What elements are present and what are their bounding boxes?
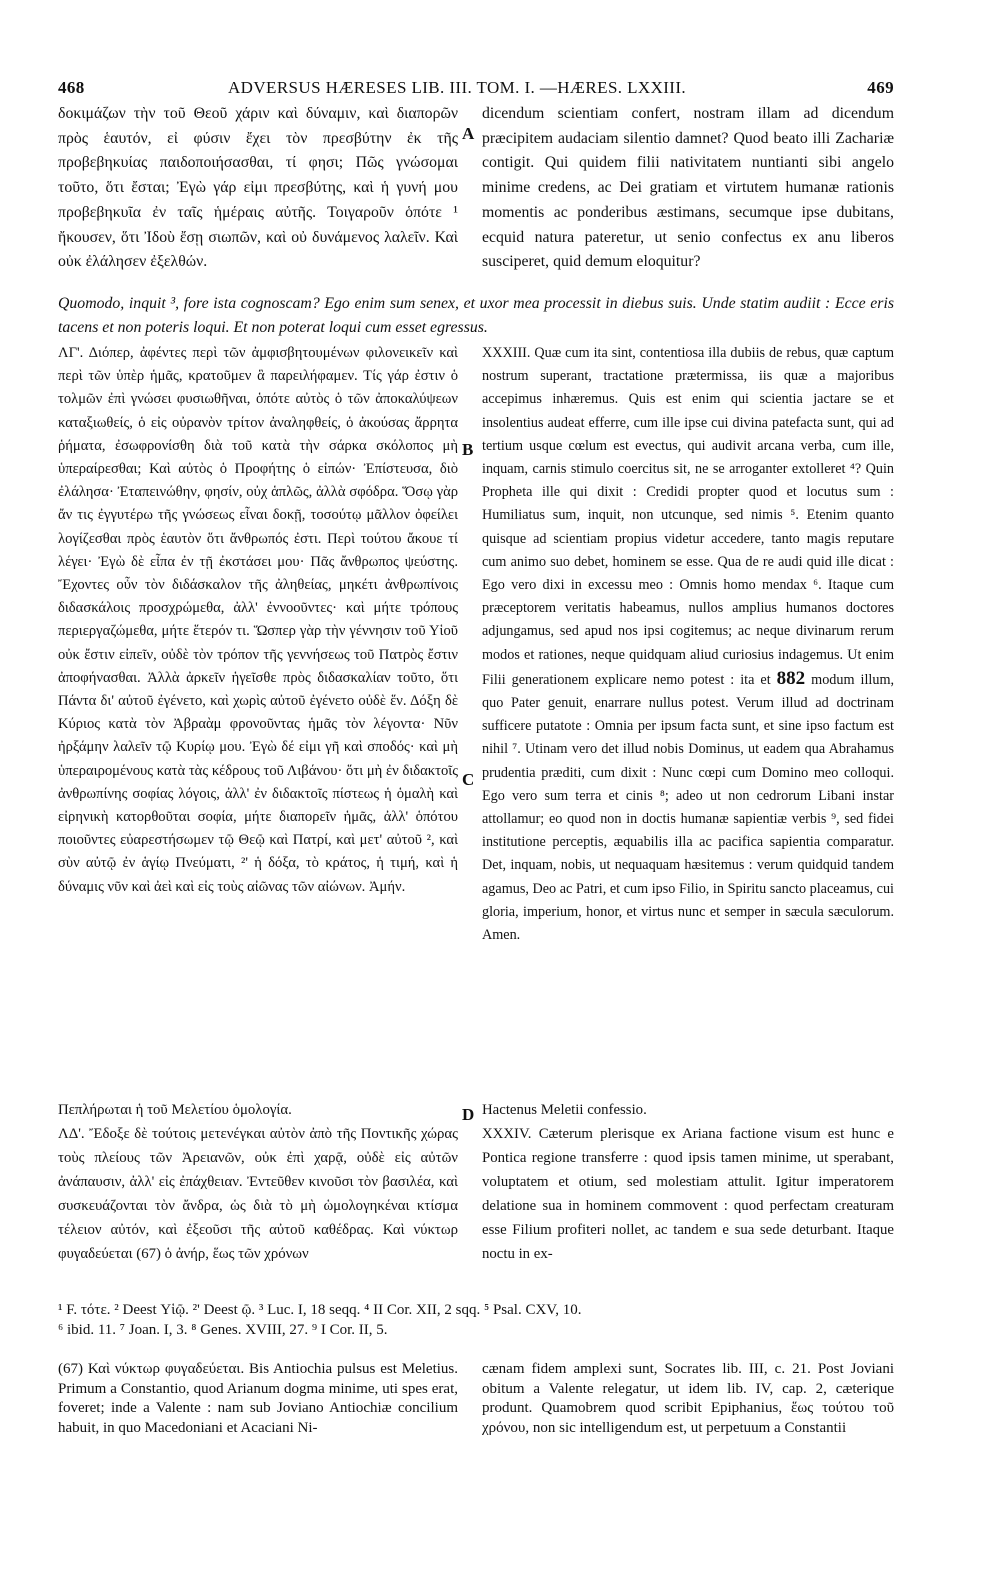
page-number-right: 469 [867,78,894,97]
commentary-left [58,1360,458,1438]
latin-paragraph-low: XXXIV. Cæterum plerisque ex Ariana factione visum est hunc e Pontica regione transferre : quod ipsis tamen minime, ut sperabant, voluptatem et otium, sed molestiam attulit. Igitur imperatorem delatione sua in hominem commovent : quod perfectam creaturam esse Filium profiteri nollet, ac tandem e sua sede deturbant. Itaque noctu in ex- [482,1126,894,1262]
footnotes [58,1300,894,1340]
latin-column-top [482,102,894,275]
commentary-right-text: cænam fidem amplexi sunt, Socrates lib. III, c. 21. Post Joviani obitum a Valente relegatur, ut idem lib. IV, cap. 2, cæterique produnt. Quamobrem quod scribit Epiphanius, ἕως τούτου τοῦ χρόνου, non sic intelligendum est, ut perpetuum a Constantii [482,1361,894,1436]
greek-column-middle [58,342,458,899]
latin-text-xxxiii: XXXIII. Quæ cum ita sint, contentiosa illa dubiis de rebus, quæ captum nostrum superant, tractatione prætermissa, iis quæ a majoribus accepimus inhæremus. Quis est enim qui scientia jactare se et insolentius audeat efferre, cum ille ipse cui divina patefacta sunt, qui ad tertium usque cœlum est evectus, qui audivit arcana verba, cum ille, inquam, carnis stimulo coercitus sit, ne se arroganter extolleret ⁴? Quin Propheta ille qui dixit : Credidi propter quod et locutus sum : Humiliatus sum, inquit, non utcunque, sed nimis ⁵. Etenim quanto quisque ad scientiam propius videtur accedere, tanto magis reputare cum animo suo debet, hominem se esse. Qua de re audi quid ille dicat : Ego vero dixi in excessu meo : Omnis homo mendax ⁶. Itaque cum præceptorem veritatis habeamus, nullos amplius humanos doctores adjungamus, sed apud nos ipsi cogitemus; ac neque divinarum rerum modos et rationes, neque quidquam aliud curiosius indagemus. Ut enim Filii generationem explicare nemo potest : ita et [482,345,894,688]
running-header [58,78,894,104]
footnotes-line-2: ⁶ ibid. 11. ⁷ Joan. I, 3. ⁸ Genes. XVIII, 27. ⁹ I Cor. II, 5. [58,1322,388,1338]
margin-letter-c: C [462,770,475,789]
greek-paragraph-low: ΛΔ'. Ἔδοξε δὲ τούτοις μετενέγκαι αὐτὸν ἀπὸ τῆς Ποντικῆς χώρας τοὺς πλείους τῶν Ἀρειανῶν, οὐκ ἐπὶ χαρᾷ, οὐδὲ εἰς αὐτῶν ἀνάπαυσιν, ἀλλ' εἰς ἐπάχθειαν. Ἐντεῦθεν κινοῦσι τὸν βασιλέα, καὶ συσκευάζονται τὸν ἄνδρα, ὡς διὰ τὸ μὴ ὡμολογηκέναι κτίσμα τέλειον αὐτόν, καὶ ἐξεοῦσι τῆς αὐτοῦ καθέδρας. Καὶ νύκτωρ φυγαδεύεται (67) ὁ ἀνήρ, ἕως τῶν χρόνων [58,1126,458,1262]
greek-column-top [58,102,458,275]
latin-text-continued: modum illum, quo Pater genuit, enarrare nullus potest. Verum illud ad doctrinam sufficere putatote : Omnia per ipsum facta sunt, et sine ipso factum est nihil ⁷. Utinam vero det illud nobis Dominus, ut eadem qua Abrahamus prudentia præditi, cum dixit : Nunc cœpi cum Domino meo colloqui. Ego vero sum terra et cinis ⁸; adeo ut non cedrorum Libani instar attollamur; eo quod non in doctis humanæ sapientiæ verbis ⁹, sed fidei institutione perceptis, æquabilis illa ac pacifica sapientia comparatur. Det, inquam, nobis, ut nequaquam hæsitemus : verum quidquid tandem agamus, Deo ac Patri, et cum ipso Filio, in Spiritu sancto placeamus, cui gloria, imperium, honor, et virtus nunc et semper in sæcula sæculorum. Amen. [482,671,895,944]
commentary-left-text: (67) Καὶ νύκτωρ φυγαδεύεται. Bis Antiochia pulsus est Meletius. Primum a Constantio, quod Arianum dogma minime, uti spes erat, foveret; inde a Valente : nam sub Joviano Antiochiæ concilium habuit, in quo Macedoniani et Acaciani Ni- [58,1361,458,1436]
column-number: 882 [776,667,806,689]
commentary-right [482,1360,894,1438]
latin-paragraph-top: dicendum scientiam confert, nostram illam ad dicendum præcipitem audaciam silentio damnet? Quod beato illi Zachariæ contigit. Qui quidem filii nativitatem nuntianti sibi angelo minime credens, ac Dei gratiam et virtutem humanæ rationis momentis ac ponderibus æstimans, secumque ipse dubitans, ecquid natura pateretur, ut senio confectus ex anu liberos susciperet, quid demum eloquitur? [482,105,894,271]
latin-column-low [482,1098,894,1266]
page-number-left: 468 [58,78,85,97]
latin-closing-line: Hactenus Meletii confessio. [482,1102,647,1118]
margin-letter-a: A [462,124,475,143]
margin-letter-d: D [462,1105,475,1124]
full-width-line [58,292,894,340]
greek-column-low [58,1098,458,1266]
greek-paragraph-top: δοκιμάζων τὴν τοῦ Θεοῦ χάριν καὶ δύναμιν, καὶ διαπορῶν πρὸς ἑαυτόν, εἰ φύσιν ἔχει τὸν πρεσβύτην ἐκ τῆς προβεβηκυίας παιδοποιήσασθαι, τί φησι; Πῶς γνώσομαι τοῦτο, ὅτι ἔσται; Ἐγὼ γάρ εἰμι πρεσβύτης, καὶ ἡ γυνή μου προβεβηκυῖα ἐν ταῖς ἡμέραις αὐτῆς. Τοιγαροῦν ὁπότε ¹ ἤκουσεν, ὅτι Ἰδοὺ ἔσῃ σιωπῶν, καὶ οὐ δυνάμενος λαλεῖν. Καὶ οὐκ ἐλάλησεν ἐξελθών. [58,105,458,271]
greek-closing-line: Πεπλήρωται ἡ τοῦ Μελετίου ὁμολογία. [58,1102,292,1118]
running-title: ADVERSUS HÆRESES LIB. III. TOM. I. —HÆRES. LXXIII. [228,78,687,97]
margin-letter-b: B [462,440,474,459]
footnotes-line-1: ¹ F. τότε. ² Deest Υἱῷ. ²' Deest ῷ. ³ Luc. I, 18 seqq. ⁴ II Cor. XII, 2 sqq. ⁵ Psal. CXV, 10. [58,1302,582,1318]
greek-paragraph-middle: ΛΓ'. Διόπερ, ἀφέντες περὶ τῶν ἀμφισβητουμένων φιλονεικεῖν καὶ περὶ τῶν ὑπὲρ ἡμᾶς, κρατοῦμεν ἃ παρειλήφαμεν. Τίς γάρ ἐστιν ὁ τολμῶν ἐπὶ γνώσει φυσιωθῆναι, ὁπότε αὐτὸς ὁ τῶν ἀποκαλύψεων καταξιωθείς, ὁ εἰς οὐρανὸν τρίτον ἀναληφθείς, ὁ ἀκούσας ἄρρητα ῥήματα, ἐσωφρονίσθη διὰ τοῦ κατὰ τὴν σάρκα σκόλοπος μὴ ὑπεραίρεσθαι; Καὶ αὐτὸς ὁ Προφήτης ὁ εἰπών· Ἐπίστευσα, διὸ ἐλάλησα· Ἐταπεινώθην, φησίν, οὐχ ἁπλῶς, ἀλλὰ σφόδρα. Ὅσῳ γὰρ ἄν τις ἐγγυτέρω τῆς γνώσεως εἶναι δοκῇ, τοσούτῳ μᾶλλον ὀφείλει λογίζεσθαι πρὸς ἑαυτὸν ὅτι ἄνθρωπός ἐστι. Περὶ τούτου ἄκουε τί λέγει· Ἐγὼ δὲ εἶπα ἐν τῇ ἐκστάσει μου· Πᾶς ἄνθρωπος ψεύστης. Ἔχοντες οὖν τὸν διδάσκαλον τῆς ἀληθείας, μηκέτι ἀνθρωπίνοις διδασκάλοις προσχρώμεθα, ἀλλ' ἐννοοῦντες· καὶ μήτε τρόπους περιεργαζώμεθα, μήτε ἕτερόν τι. Ὥσπερ γὰρ τὴν γέννησιν τοῦ Υἱοῦ οὐκ ἔστιν εἰπεῖν, οὐδὲ τὸν τρόπον τῆς γεννήσεως τοῦ Πατρὸς ἔστιν ἀποφήνασθαι. Ἀλλὰ ἀρκεῖν ἡγεῖσθε πρὸς διδασκαλίαν τοῦτο, ὅτι Πάντα δι' αὐτοῦ ἐγένετο, καὶ χωρὶς αὐτοῦ ἐγένετο οὐδὲ ἕν. Δόξη δὲ Κύριος κατὰ τὸν Ἀβραὰμ φρονοῦντας ἡμᾶς τὸν λέγοντα· Νῦν ἠρξάμην λαλεῖν τῷ Κυρίῳ μου. Ἐγὼ δέ εἰμι γῆ καὶ σποδός· καὶ μὴ ὑπεραιρομένους κατὰ τὰς κέδρους τοῦ Λιβάνου· ὅτι μὴ ἐν διδακτοῖς ἀνθρωπίνης σοφίας λόγοις, ἀλλ' ἐν διδακτοῖς πίστεως ἡ ὁμαλὴ καὶ εἰρηνικὴ κατορθοῦται σοφία, μήτε διαπορεῖν ἡμᾶς, ἀλλ' ὁπότου ποιοῦντες εὐαρεστήσωμεν τῷ Θεῷ καὶ Πατρί, καὶ μετ' αὐτοῦ ², καὶ σὺν αὐτῷ ἐν ἁγίῳ Πνεύματι, ²' ἡ δόξα, τὸ κράτος, ἡ τιμή, καὶ ἡ δύναμις νῦν καὶ ἀεὶ καὶ εἰς τοὺς αἰῶνας τῶν αἰώνων. Ἀμήν. [58,345,458,895]
latin-column-middle [482,342,894,947]
latin-paragraph-middle [482,342,894,947]
quomodo-line: Quomodo, inquit ³, fore ista cognoscam? Ego enim sum senex, et uxor mea processit in diebus suis. Unde statim audiit : Ecce eris tacens et non poteris loqui. Et non poterat loqui cum esset egressus. [58,295,894,336]
